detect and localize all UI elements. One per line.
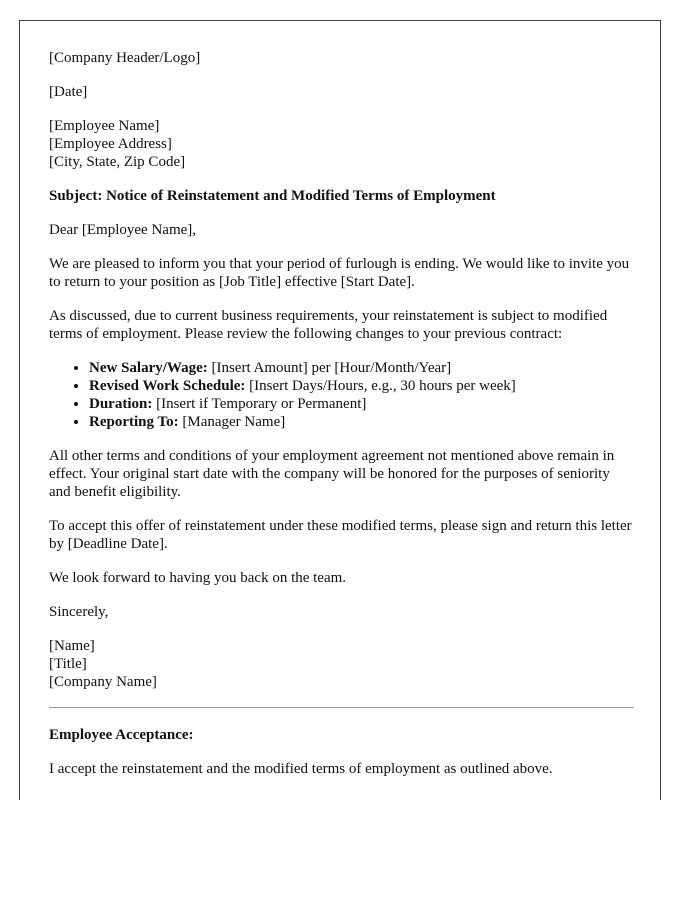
section-divider <box>49 707 634 708</box>
signature-company: [Company Name] <box>49 674 157 690</box>
acceptance-text: I accept the reinstatement and the modified terms of employment as outlined above. <box>49 761 553 777</box>
letter-page <box>19 20 661 800</box>
letter-date: [Date] <box>49 84 88 100</box>
paragraph-other-terms: All other terms and conditions of your employment agreement not mentioned above remain in effect. Your original start date with the company will be honored for the purposes of seniority and benefit eligibility. <box>49 448 615 500</box>
recipient-address: [Employee Address] <box>49 136 172 152</box>
list-item <box>89 359 634 377</box>
signature-block <box>49 637 634 691</box>
list-item <box>89 413 634 431</box>
closing: Sincerely, <box>49 604 109 620</box>
recipient-city-state-zip: [City, State, Zip Code] <box>49 154 186 170</box>
signature-name: [Name] <box>49 638 95 654</box>
change-value: [Insert Amount] per [Hour/Month/Year] <box>207 360 452 376</box>
change-label: Reporting To: <box>89 414 179 430</box>
paragraph-acceptance-instructions: To accept this offer of reinstatement under these modified terms, please sign and return this letter by [Deadline Date]. <box>49 518 632 552</box>
signature-title: [Title] <box>49 656 87 672</box>
changes-list <box>49 359 634 431</box>
change-label: Duration: <box>89 396 153 412</box>
salutation: Dear [Employee Name], <box>49 222 197 238</box>
change-value: [Manager Name] <box>178 414 286 430</box>
acceptance-heading: Employee Acceptance: <box>49 727 194 743</box>
change-value: [Insert Days/Hours, e.g., 30 hours per week] <box>245 378 516 394</box>
paragraph-look-forward: We look forward to having you back on the team. <box>49 570 347 586</box>
recipient-block <box>49 117 634 171</box>
list-item <box>89 377 634 395</box>
letter-subject: Subject: Notice of Reinstatement and Modified Terms of Employment <box>49 188 496 204</box>
paragraph-modified-terms: As discussed, due to current business requirements, your reinstatement is subject to modified terms of employment. Please review the following changes to your previous contract: <box>49 308 608 342</box>
company-header: [Company Header/Logo] <box>49 50 201 66</box>
list-item <box>89 395 634 413</box>
change-value: [Insert if Temporary or Permanent] <box>152 396 367 412</box>
letter-content <box>49 49 634 794</box>
change-label: Revised Work Schedule: <box>89 378 246 394</box>
paragraph-invitation: We are pleased to inform you that your period of furlough is ending. We would like to invite you to return to your position as [Job Title] effective [Start Date]. <box>49 256 630 290</box>
recipient-name: [Employee Name] <box>49 118 160 134</box>
change-label: New Salary/Wage: <box>89 360 208 376</box>
